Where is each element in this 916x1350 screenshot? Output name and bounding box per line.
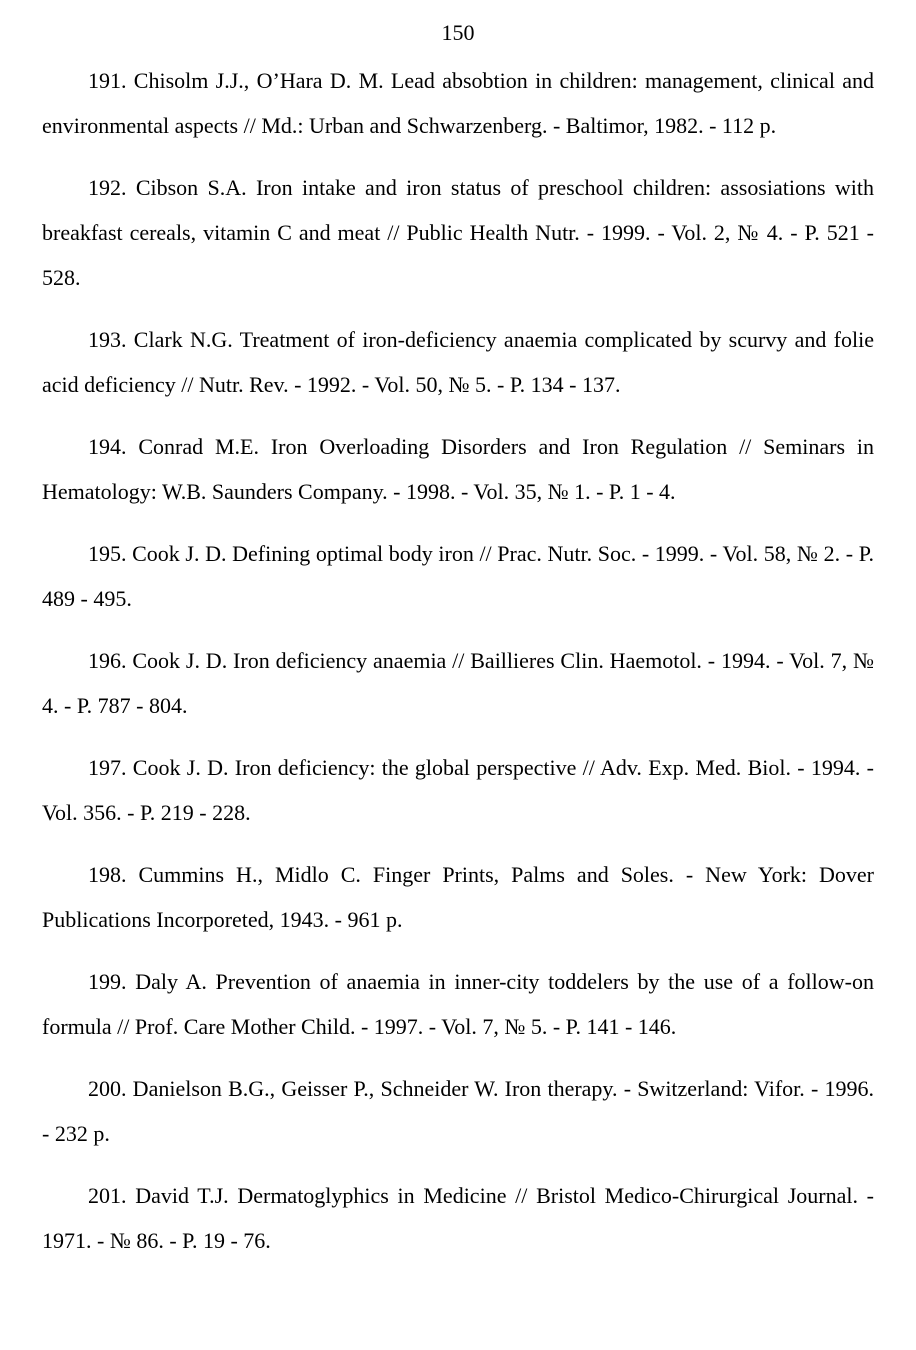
reference-item-198: 198. Cummins H., Midlo C. Finger Prints, Palms and Soles. - New York: Dover Publications Incorporeted, 1943. - 961 p.: [42, 862, 874, 932]
reference-item-193: 193. Clark N.G. Treatment of iron-deficiency anaemia complicated by scurvy and folie acid deficiency // Nutr. Rev. - 1992. - Vol. 50, № 5. - P. 134 - 137.: [42, 327, 874, 397]
reference-item-194: 194. Conrad M.E. Iron Overloading Disorders and Iron Regulation // Seminars in Hematology: W.B. Saunders Company. - 1998. - Vol. 35, № 1. - P. 1 - 4.: [42, 434, 874, 504]
reference-list: [42, 58, 874, 1280]
reference-item-195: 195. Cook J. D. Defining optimal body iron // Prac. Nutr. Soc. - 1999. - Vol. 58, № 2. - P. 489 - 495.: [42, 541, 874, 611]
reference-item-192: 192. Cibson S.A. Iron intake and iron status of preschool children: assosiations with breakfast cereals, vitamin C and meat // Public Health Nutr. - 1999. - Vol. 2, № 4. - P. 521 - 528.: [42, 175, 874, 290]
reference-item-191: 191. Chisolm J.J., O’Hara D. M. Lead absobtion in children: management, clinical and environmental aspects // Md.: Urban and Schwarzenberg. - Baltimor, 1982. - 112 p.: [42, 68, 874, 138]
reference-item-197: 197. Cook J. D. Iron deficiency: the global perspective // Adv. Exp. Med. Biol. - 1994. - Vol. 356. - P. 219 - 228.: [42, 755, 874, 825]
page-number: 150: [441, 20, 475, 45]
reference-item-200: 200. Danielson B.G., Geisser P., Schneider W. Iron therapy. - Switzerland: Vifor. - 1996. - 232 p.: [42, 1076, 874, 1146]
reference-item-201: 201. David T.J. Dermatoglyphics in Medicine // Bristol Medico-Chirurgical Journal. - 1971. - № 86. - P. 19 - 76.: [42, 1183, 874, 1253]
reference-item-199: 199. Daly A. Prevention of anaemia in inner-city toddelers by the use of a follow-on formula // Prof. Care Mother Child. - 1997. - Vol. 7, № 5. - P. 141 - 146.: [42, 969, 874, 1039]
reference-item-196: 196. Cook J. D. Iron deficiency anaemia // Baillieres Clin. Haemotol. - 1994. - Vol. 7, № 4. - P. 787 - 804.: [42, 648, 874, 718]
